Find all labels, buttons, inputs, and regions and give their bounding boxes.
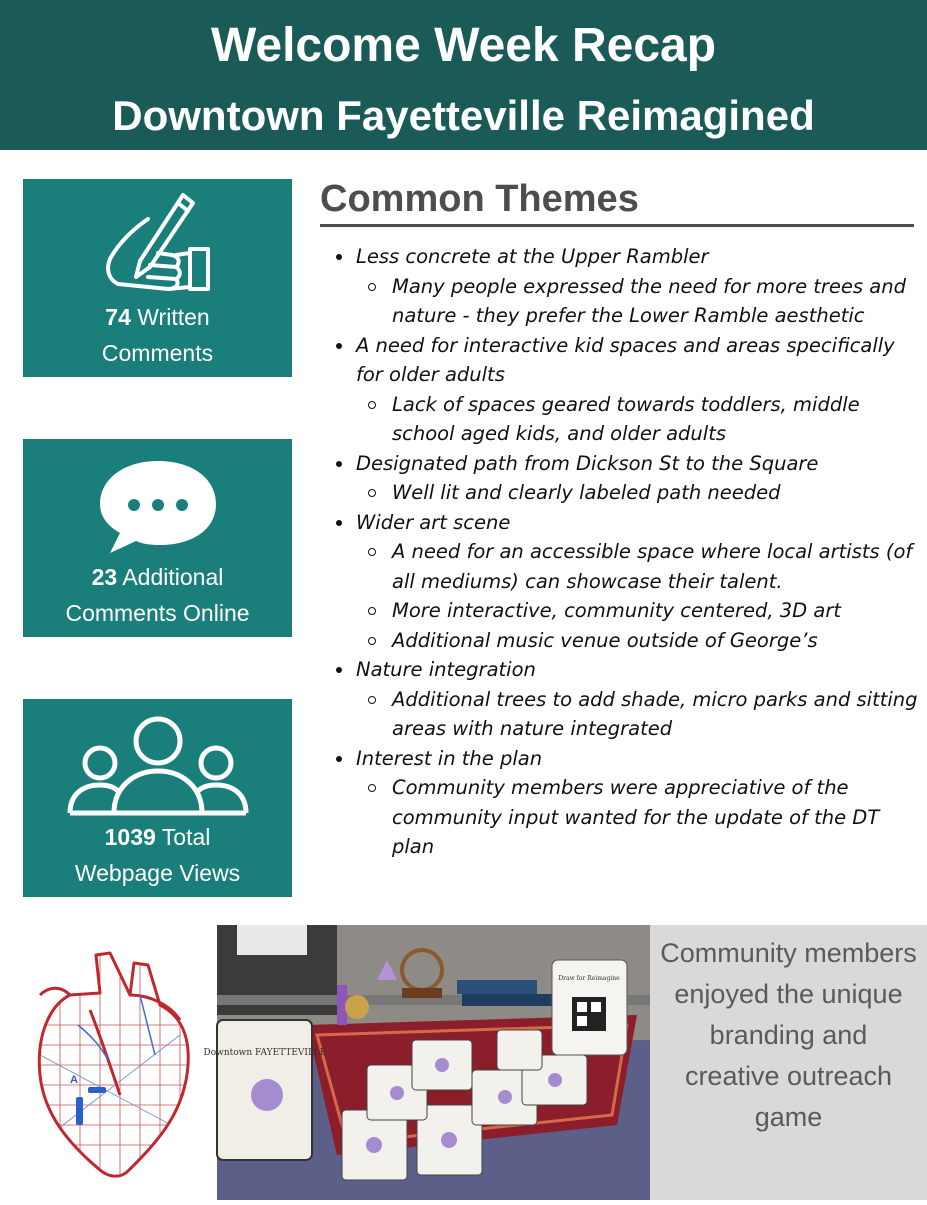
- photo-sign-text: Draw for Reimagine: [558, 975, 620, 982]
- themes-list: [330, 242, 920, 862]
- theme-subitem: Lack of spaces geared towards toddlers, middle school aged kids, and older adults: [330, 390, 920, 449]
- themes-heading: Common Themes: [320, 178, 639, 220]
- theme-item: Nature integration: [330, 655, 920, 685]
- theme-item: Interest in the plan: [330, 744, 920, 774]
- event-photo: [203, 925, 650, 1200]
- people-group-icon: [23, 709, 292, 819]
- theme-item: Less concrete at the Upper Rambler: [330, 242, 920, 272]
- theme-subitem: Well lit and clearly labeled path needed: [330, 478, 920, 508]
- page-subtitle: Downtown Fayetteville Reimagined: [112, 92, 815, 139]
- heading-divider: [320, 224, 914, 227]
- hand-writing-icon: [23, 189, 292, 299]
- theme-subitem: Additional music venue outside of George’s: [330, 626, 920, 656]
- stat-text: Webpage Views: [74, 860, 241, 886]
- photo-caption: Community members enjoyed the unique branding and creative outreach game: [660, 938, 917, 1132]
- stat-text: Written: [137, 304, 210, 330]
- theme-subitem: A need for an accessible space where local artists (of all mediums) can showcase their talent.: [330, 537, 920, 596]
- heart-map-label: A: [70, 1074, 78, 1086]
- stat-text: Additional: [122, 564, 224, 590]
- stat-webpage-views: [23, 699, 292, 897]
- theme-subitem: Community members were appreciative of the community input wanted for the update of the DT plan: [330, 773, 920, 862]
- theme-item: Wider art scene: [330, 508, 920, 538]
- stat-label: [23, 559, 292, 631]
- theme-item: Designated path from Dickson St to the Square: [330, 449, 920, 479]
- stat-number: 1039: [104, 824, 156, 850]
- theme-subitem: More interactive, community centered, 3D art: [330, 596, 920, 626]
- stat-number: 74: [105, 304, 131, 330]
- photo-card-title: Downtown FAYETTEVILLE: [203, 1048, 327, 1058]
- page-title: Welcome Week Recap: [210, 19, 717, 72]
- stat-online-comments: [23, 439, 292, 637]
- theme-item: A need for interactive kid spaces and areas specifically for older adults: [330, 331, 920, 390]
- header-banner: [0, 0, 927, 150]
- stat-written-comments: [23, 179, 292, 377]
- stat-text: Total: [161, 824, 211, 850]
- speech-bubble-icon: [23, 449, 292, 559]
- photo-caption-box: [650, 925, 927, 1200]
- stat-text: Comments Online: [65, 600, 250, 626]
- stat-text: Comments: [101, 340, 214, 366]
- theme-subitem: Many people expressed the need for more trees and nature - they prefer the Lower Ramble aesthetic: [330, 272, 920, 331]
- stat-number: 23: [91, 564, 118, 590]
- stat-label: [23, 299, 292, 371]
- heart-map-illustration: [30, 935, 200, 1185]
- stat-label: [23, 819, 292, 891]
- theme-subitem: Additional trees to add shade, micro parks and sitting areas with nature integrated: [330, 685, 920, 744]
